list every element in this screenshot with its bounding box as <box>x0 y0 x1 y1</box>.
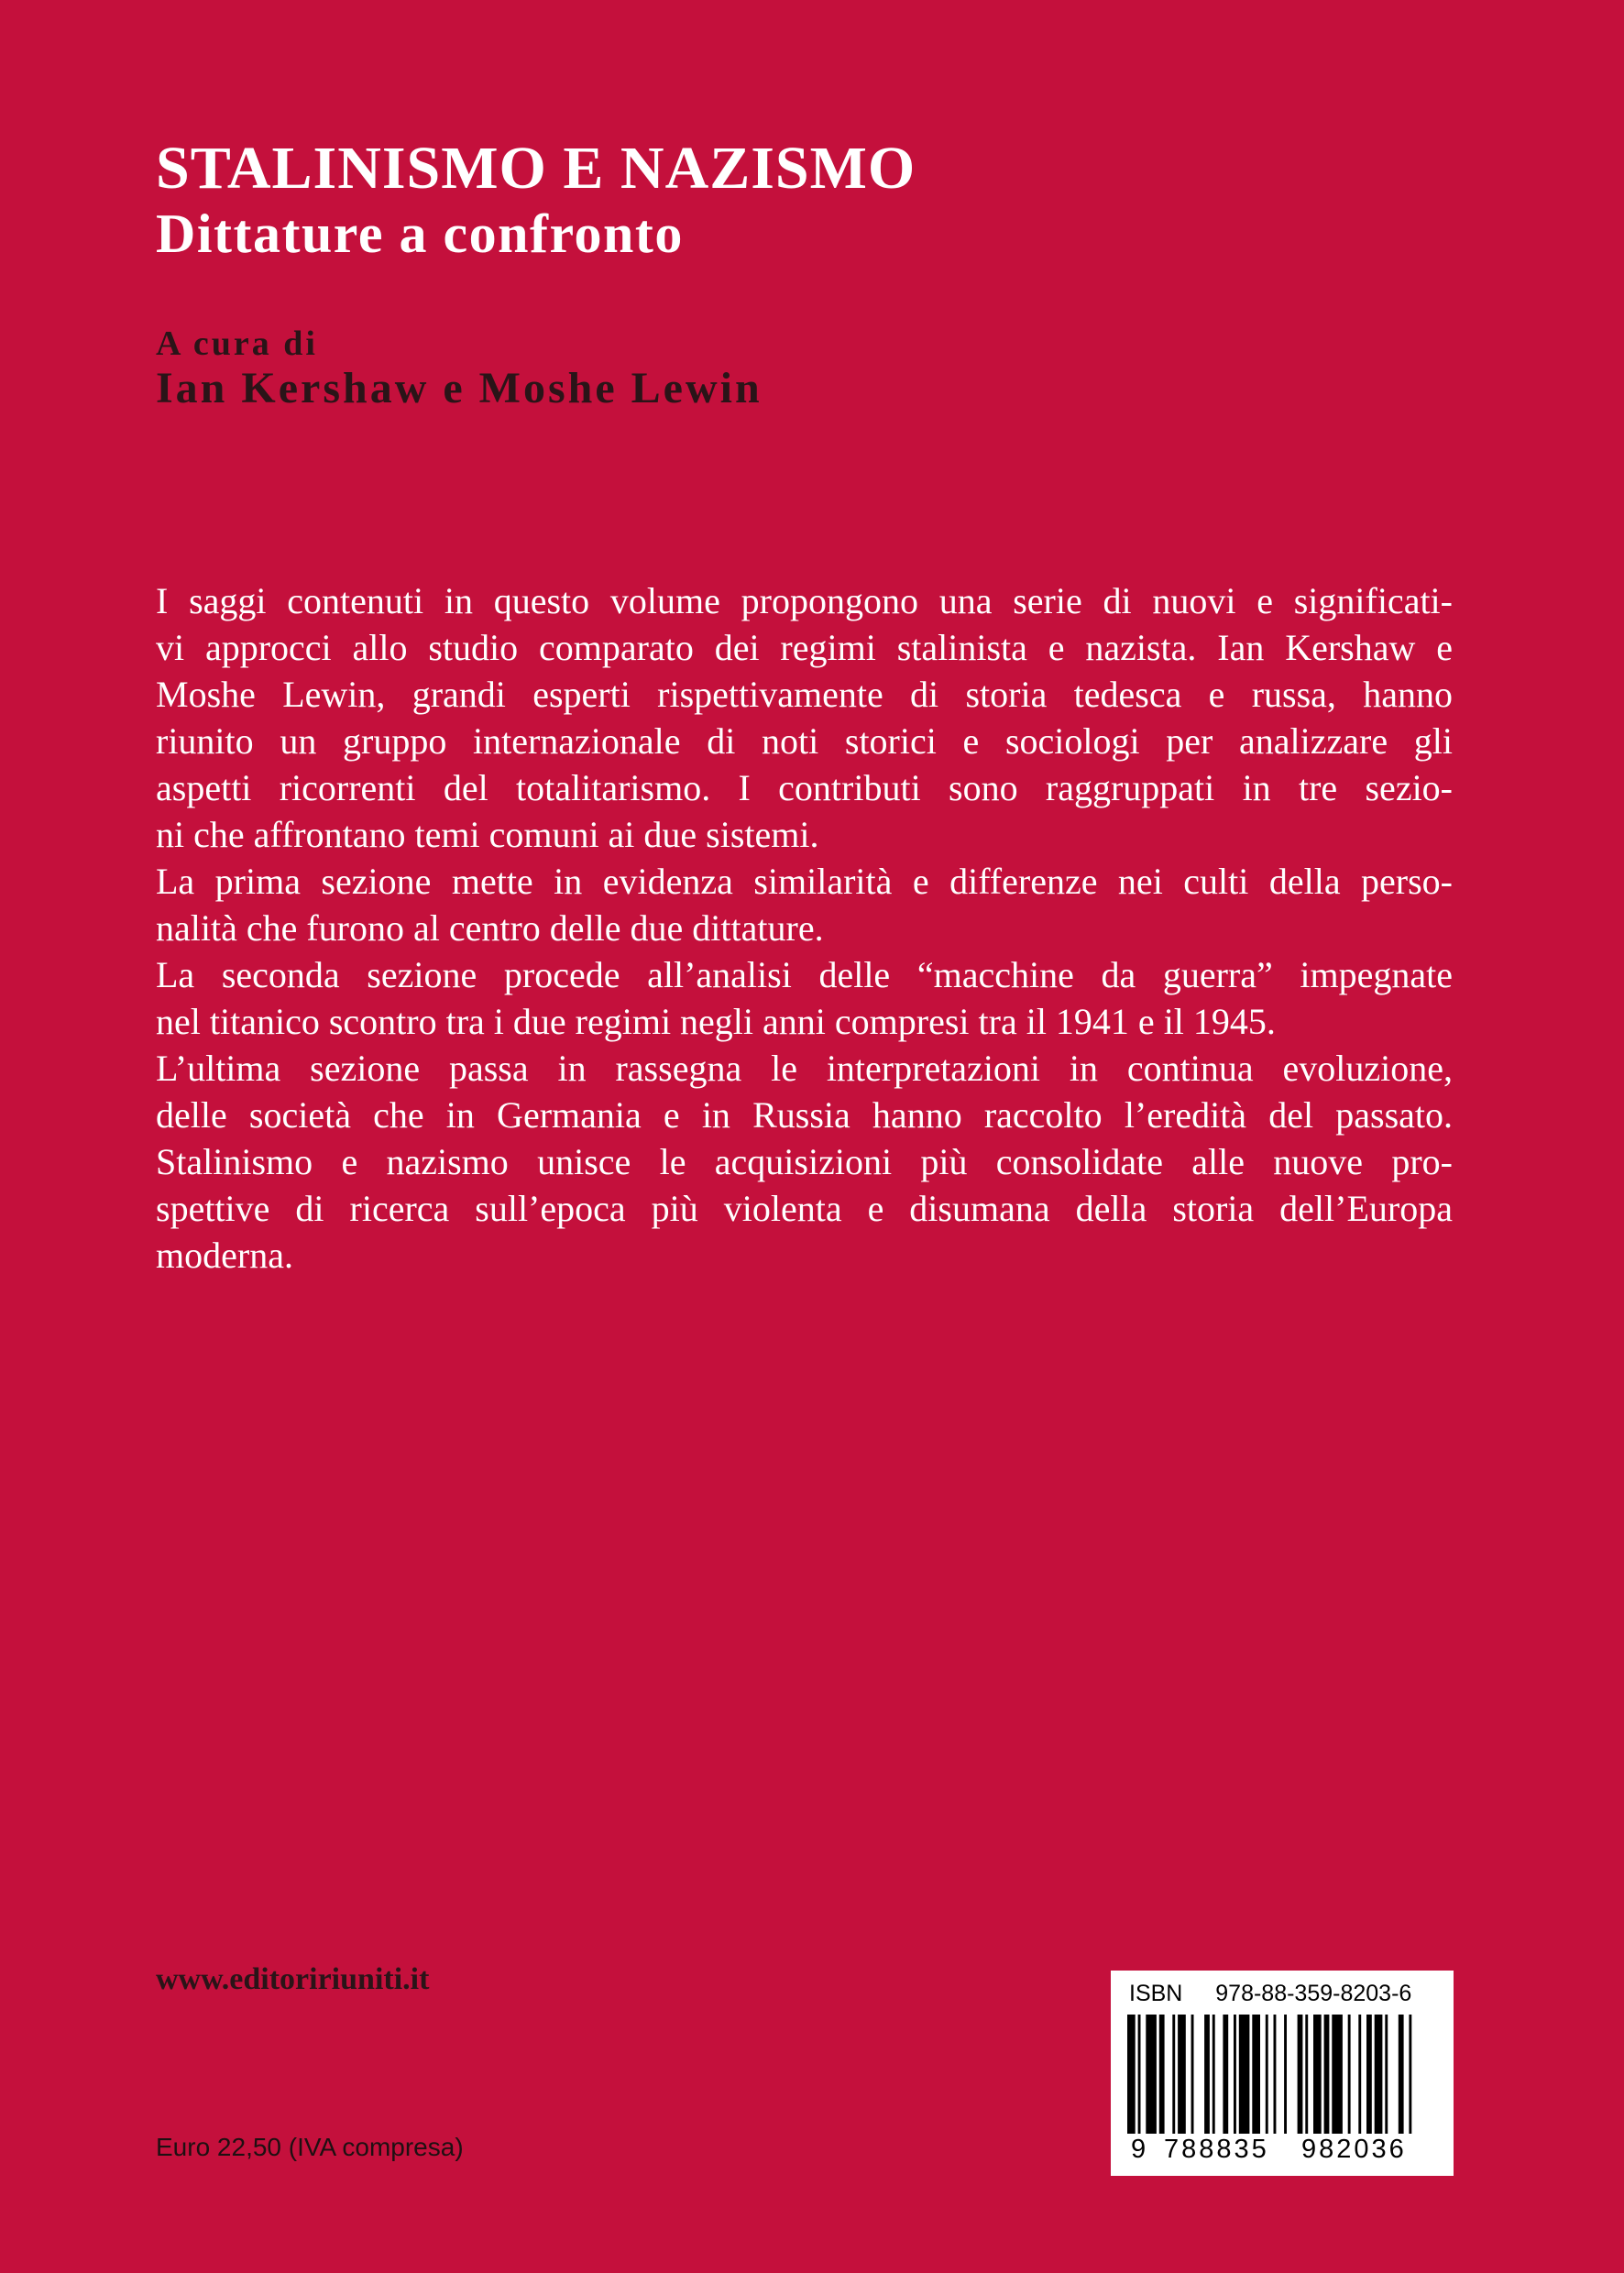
barcode-bar <box>1284 2015 1287 2134</box>
isbn-number: 978-88-359-8203-6 <box>1215 1981 1412 2006</box>
barcode-bar <box>1313 2015 1322 2134</box>
barcode-bar <box>1204 2015 1210 2134</box>
blurb-line: vi approcci allo studio comparato dei regimi stalinista e nazista. Ian Kershaw e <box>156 627 1453 668</box>
barcode-bar <box>1159 2015 1165 2134</box>
publisher-website[interactable]: www.editoririuniti.it <box>156 1962 430 1996</box>
barcode-bar <box>1223 2015 1228 2134</box>
barcode-bar <box>1252 2015 1260 2134</box>
barcode-bar <box>1358 2015 1361 2134</box>
blurb-line: nel titanico scontro tra i due regimi negli anni compresi tra il 1941 e il 1945. <box>156 1001 1276 1042</box>
blurb-line: moderna. <box>156 1235 293 1276</box>
blurb-line: La prima sezione mette in evidenza similarità e differenze nei culti della perso- <box>156 861 1453 902</box>
barcode-bar <box>1266 2015 1268 2134</box>
barcode-bar <box>1172 2015 1175 2134</box>
editors-names: Ian Kershaw e Moshe Lewin <box>156 364 763 412</box>
barcode-bar <box>1332 2015 1343 2134</box>
blurb-line: I saggi contenuti in questo volume propongono una serie di nuovi e significati- <box>156 580 1453 621</box>
barcode-bar <box>1409 2015 1411 2134</box>
barcode-bar <box>1298 2015 1303 2134</box>
barcode-bar <box>1324 2015 1330 2134</box>
isbn-label: ISBN <box>1129 1981 1183 2006</box>
barcode-bars <box>1124 2015 1441 2137</box>
blurb-line: Moshe Lewin, grandi esperti rispettivamente di storia tedesca e russa, hanno <box>156 674 1453 715</box>
blurb-line: riunito un gruppo internazionale di noti storici e sociologi per analizzare gli <box>156 720 1453 762</box>
blurb-line: spettive di ricerca sull’epoca più violenta e disumana della storia dell’Europa <box>156 1188 1453 1229</box>
book-title: STALINISMO E NAZISMO <box>156 135 916 202</box>
ean-right-group: 982036 <box>1301 2135 1407 2164</box>
barcode-bar <box>1399 2015 1404 2134</box>
barcode-bar <box>1138 2015 1141 2134</box>
barcode-bar <box>1366 2015 1372 2134</box>
barcode-bar <box>1127 2015 1136 2134</box>
price-label: Euro 22,50 (IVA compresa) <box>156 2133 464 2161</box>
blurb-line: Stalinismo e nazismo unisce le acquisizioni più consolidate alle nuove pro- <box>156 1141 1453 1182</box>
barcode-bar <box>1348 2015 1351 2134</box>
blurb-line: aspetti ricorrenti del totalitarismo. I contributi sono raggruppati in tre sezio- <box>156 767 1453 808</box>
barcode-bar <box>1239 2015 1250 2134</box>
ean-left-group: 788835 <box>1164 2135 1269 2164</box>
book-subtitle: Dittature a confronto <box>156 203 684 264</box>
blurb-line: delle società che in Germania e in Russia hanno raccolto l’eredità del passato. <box>156 1094 1453 1136</box>
barcode-bar <box>1213 2015 1215 2134</box>
barcode-bar <box>1385 2015 1388 2134</box>
barcode-bar <box>1191 2015 1194 2134</box>
barcode-bar <box>1146 2015 1157 2134</box>
isbn-barcode <box>1111 1971 1454 2176</box>
blurb-line: La seconda sezione procede all’analisi delle “macchine da guerra” impegnate <box>156 954 1453 995</box>
blurb-text <box>156 577 1453 1279</box>
barcode-bar <box>1274 2015 1277 2134</box>
ean-first-digit: 9 <box>1131 2135 1149 2164</box>
barcode-bar <box>1305 2015 1308 2134</box>
blurb-line: L’ultima sezione passa in rassegna le interpretazioni in continua evoluzione, <box>156 1048 1453 1089</box>
barcode-bar <box>1234 2015 1236 2134</box>
barcode-bar <box>1375 2015 1383 2134</box>
isbn-line <box>1129 1980 1441 2007</box>
blurb-line: nalità che furono al centro delle due dittature. <box>156 907 824 949</box>
editor-prefix: A cura di <box>156 324 318 363</box>
blurb-line: ni che affrontano temi comuni ai due sistemi. <box>156 814 819 855</box>
barcode-bar <box>1178 2015 1186 2134</box>
